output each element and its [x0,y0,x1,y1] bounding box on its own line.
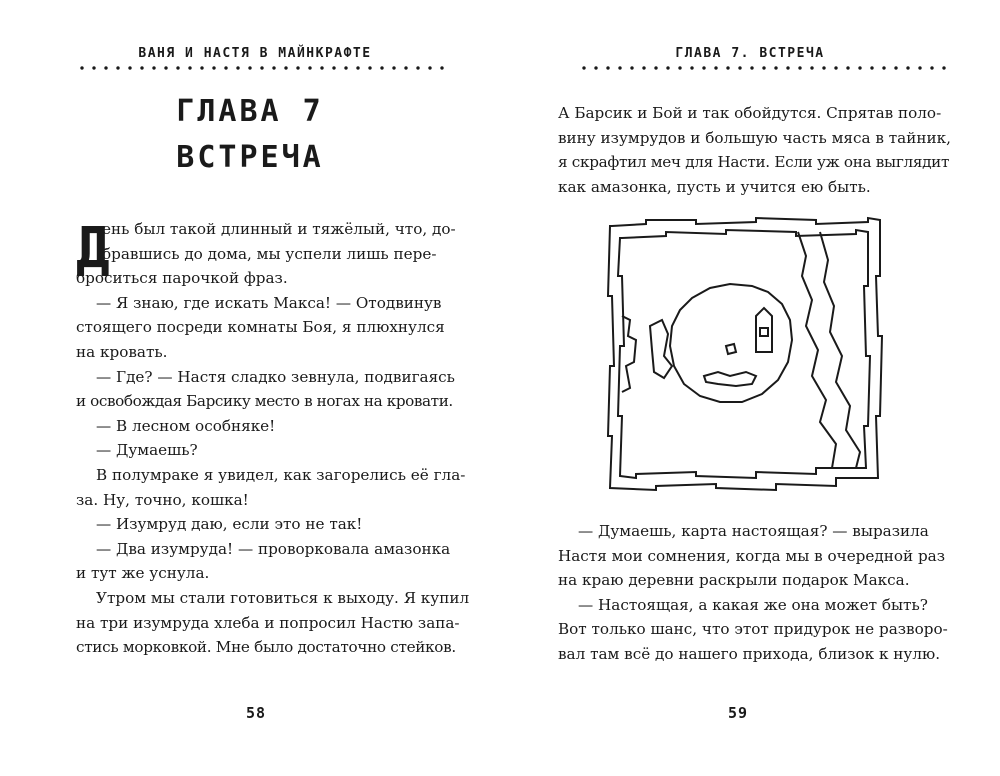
text-line: Д ень был такой длинный и тяжёлый, что, до- [76,216,456,281]
text-line: на кровать. [76,342,168,361]
text-line: А Барсик и Бой и так обойдутся. Спрятав поло- [558,104,942,122]
text-line: — Где? — Настя сладко зевнула, подвигаясь [96,367,455,386]
map-illustration [606,216,884,492]
map-river-2 [820,232,860,468]
text-line: — Изумруд даю, если это не так! [96,515,363,534]
text-line: вину изумрудов и большую часть мяса в тайник, [558,128,951,147]
page-number-right: 59 [728,704,749,722]
text-line: бравшись до дома, мы успели лишь пере- [102,244,437,263]
text-line: — В лесном особняке! [96,416,276,435]
text-line: как амазонка, пусть и учится ею быть. [558,177,871,196]
map-path [704,372,756,386]
text-line: и тут же уснула. [76,564,210,583]
map-island [670,284,792,402]
text-line: В полумраке я увидел, как загорелись её гла- [96,465,466,484]
text-line: и освобождая Барсику место в ногах на кровати. [76,392,453,411]
text-line: на краю деревни раскрыли подарок Макса. [558,571,910,590]
text-line: на три изумруда хлеба и попросил Настю запа- [76,613,460,632]
running-head-left: ВАНЯ И НАСТЯ В МАЙНКРАФТЕ [138,46,372,61]
text-line: я скрафтил меч для Насти. Если уж она выглядит [558,153,950,172]
text-line: — Думаешь, карта настоящая? — выразила [578,522,929,540]
map-river-1 [798,232,836,468]
text-line: стись морковкой. Мне было достаточно стейков. [76,638,456,657]
text-line: — Думаешь? [96,441,198,460]
text-line: вал там всё до нашего прихода, близок к нулю. [558,644,941,663]
right-body-text-top [558,101,951,199]
text-line: стоящего посреди комнаты Боя, я плюхнулся [76,318,445,337]
dotted-divider-left [76,66,444,70]
right-body-text-bottom [558,519,948,667]
text-line: броситься парочкой фраз. [76,269,288,288]
dotted-divider-right [578,66,950,70]
drop-cap: Д [76,216,110,281]
page-number-left: 58 [246,704,267,722]
map-left-land [650,320,672,378]
running-head-right: ГЛАВА 7. ВСТРЕЧА [675,46,825,61]
chapter-title: ВСТРЕЧА [176,140,324,175]
map-house [756,308,772,352]
text-line: за. Ну, точно, кошка! [76,490,249,509]
text-line: Утром мы стали готовиться к выходу. Я купил [96,588,470,607]
text-line: Вот только шанс, что этот придурок не разворо- [558,620,948,639]
map-marker [726,344,736,354]
text-line: Настя мои сомнения, когда мы в очередной раз [558,546,946,565]
text-line: — Настоящая, а какая же она может быть? [578,595,928,614]
right-page [500,0,1000,776]
text-line: — Я знаю, где искать Макса! — Отодвинув [96,293,442,312]
chapter-number: ГЛАВА 7 [176,94,324,129]
map-inner-border [618,230,870,478]
text-line: — Два изумруда! — проворковала амазонка [96,539,451,558]
left-body-text [76,216,470,660]
